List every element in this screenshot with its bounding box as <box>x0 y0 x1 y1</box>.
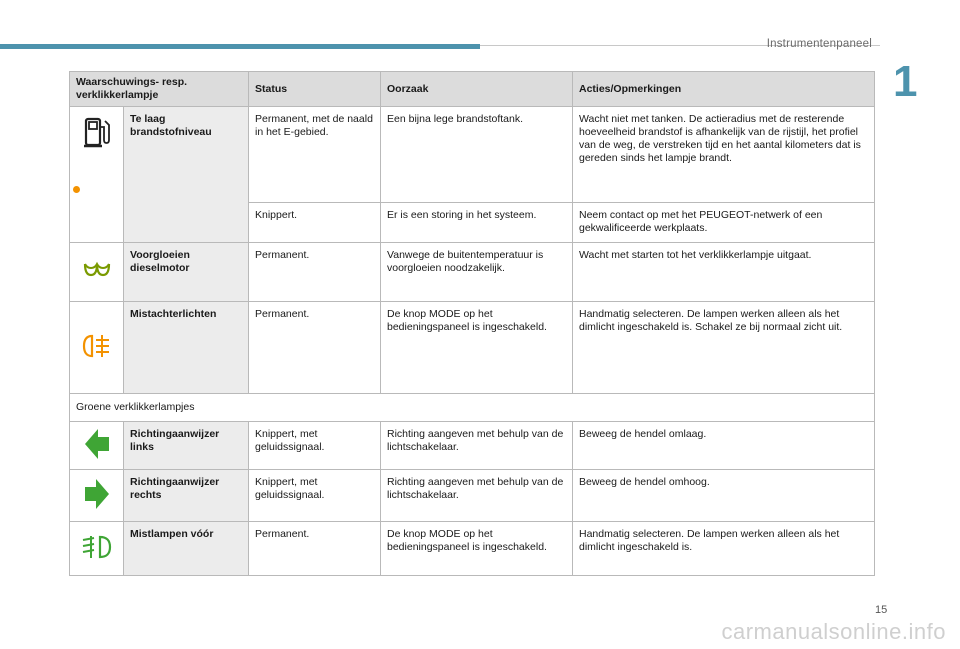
watermark: carmanualsonline.info <box>721 619 946 644</box>
arrow-left-icon <box>83 427 111 461</box>
status-cell: Permanent. <box>249 302 381 394</box>
lamp-icon-cell <box>70 470 124 522</box>
status-cell: Knippert, met geluidssignaal. <box>249 470 381 522</box>
cause-cell: Vanwege de buitentemperatuur is voorgloeien noodzakelijk. <box>381 243 573 302</box>
lamp-icon-cell <box>70 243 124 302</box>
lamp-name: Richtingaanwijzer links <box>124 422 249 470</box>
status-cell: Permanent. <box>249 243 381 302</box>
table-row <box>70 522 875 576</box>
status-cell: Permanent, met de naald in het E-gebied. <box>249 107 381 203</box>
lamp-name: Mistlampen vóór <box>124 522 249 576</box>
front-fog-light-icon <box>81 534 113 560</box>
action-cell: Wacht niet met tanken. De actieradius met de resterende hoeveelheid brandstof is afhankelijk van de rijstijl, het profiel van de weg, de verstreken tijd en het aantal kilometers dat is gereden sinds het lampje brandt. <box>573 107 875 203</box>
column-header-cause: Oorzaak <box>381 72 573 107</box>
arrow-right-icon <box>83 477 111 511</box>
action-cell: Handmatig selecteren. De lampen werken alleen als het dimlicht ingeschakeld is. <box>573 522 875 576</box>
lamp-icon-cell <box>70 422 124 470</box>
lamp-icon-cell <box>70 302 124 394</box>
action-cell: Wacht met starten tot het verklikkerlampje uitgaat. <box>573 243 875 302</box>
status-cell: Knippert, met geluidssignaal. <box>249 422 381 470</box>
header-accent-bar <box>0 44 480 49</box>
lamp-icon-cell <box>70 107 124 243</box>
orange-dot-icon <box>73 186 80 193</box>
section-title: Instrumentenpaneel <box>766 38 872 50</box>
cause-cell: Er is een storing in het systeem. <box>381 203 573 243</box>
action-cell: Beweeg de hendel omhoog. <box>573 470 875 522</box>
lamp-name: Voorgloeien dieselmotor <box>124 243 249 302</box>
warning-lights-table <box>69 71 875 576</box>
lamp-icon-cell <box>70 522 124 576</box>
fuel-pump-icon <box>82 115 112 151</box>
cause-cell: Een bijna lege brandstoftank. <box>381 107 573 203</box>
lamp-name: Mistachterlichten <box>124 302 249 394</box>
action-cell: Neem contact op met het PEUGEOT-netwerk of een gekwalificeerde werkplaats. <box>573 203 875 243</box>
lamp-name: Te laag brandstofniveau <box>124 107 249 243</box>
table-row <box>70 107 875 203</box>
rear-fog-light-icon <box>82 333 112 359</box>
action-cell: Beweeg de hendel omlaag. <box>573 422 875 470</box>
group-label: Groene verklikkerlampjes <box>70 394 875 422</box>
cause-cell: De knop MODE op het bedieningspaneel is ingeschakeld. <box>381 302 573 394</box>
column-header-status: Status <box>249 72 381 107</box>
page-number: 15 <box>875 604 888 616</box>
column-header-lamp: Waarschuwings- resp. verklikkerlampje <box>70 72 249 107</box>
cause-cell: Richting aangeven met behulp van de lichtschakelaar. <box>381 422 573 470</box>
status-cell: Knippert. <box>249 203 381 243</box>
table-header-row <box>70 72 875 107</box>
action-cell: Handmatig selecteren. De lampen werken alleen als het dimlicht ingeschakeld is. Schakel ze bij normaal zicht uit. <box>573 302 875 394</box>
status-cell: Permanent. <box>249 522 381 576</box>
chapter-number: 1 <box>893 57 918 106</box>
table-row <box>70 422 875 470</box>
table-row <box>70 302 875 394</box>
cause-cell: Richting aangeven met behulp van de lichtschakelaar. <box>381 470 573 522</box>
glow-plug-icon <box>82 260 112 280</box>
table-row <box>70 243 875 302</box>
group-header-row <box>70 394 875 422</box>
cause-cell: De knop MODE op het bedieningspaneel is ingeschakeld. <box>381 522 573 576</box>
table-row <box>70 470 875 522</box>
column-header-action: Acties/Opmerkingen <box>573 72 875 107</box>
lamp-name: Richtingaanwijzer rechts <box>124 470 249 522</box>
